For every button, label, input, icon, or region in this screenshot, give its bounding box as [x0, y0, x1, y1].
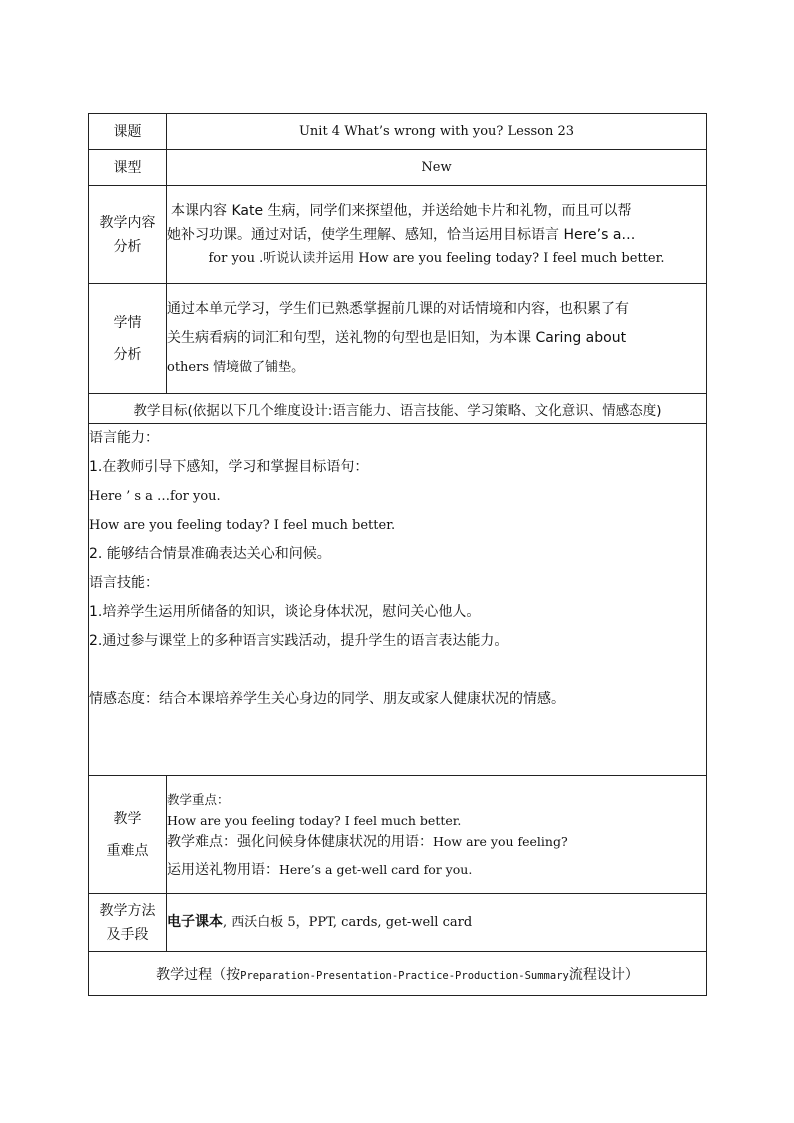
spacer: [89, 656, 706, 685]
methods-label-line2: 及手段: [106, 926, 149, 943]
difficulty-en: How are you feeling?: [433, 833, 568, 849]
difficulty-line: [167, 831, 706, 853]
key-points-label: [89, 776, 167, 894]
type-label: 课型: [89, 150, 167, 186]
learners-label-line1: 学情: [113, 314, 142, 331]
key-points-label-line1: 教学: [113, 810, 142, 827]
objectives-header-row: [89, 394, 707, 424]
process-prefix: 教学过程（按: [156, 966, 241, 983]
focus-title: 教学重点：: [167, 791, 230, 807]
methods-bold: 电子课本: [167, 914, 223, 930]
la-sentence-1: Here ’ s a …for you.: [89, 489, 221, 504]
gift-line: [167, 859, 706, 881]
content-label-line2: 分析: [113, 238, 142, 255]
la-sentence-2: How are you feeling today? I feel much better.: [89, 518, 396, 533]
methods-text: [167, 894, 707, 952]
ls-item-1: 1.培养学生运用所储备的知识，谈论身体状况，慰问关心他人。: [89, 604, 481, 620]
la-item-2: 2. 能够结合情景准确表达关心和问候。: [89, 546, 331, 562]
objectives-body: [89, 424, 707, 776]
learners-label: [89, 284, 167, 394]
focus-text: How are you feeling today? I feel much better.: [167, 812, 462, 828]
la-item-1: 1.在教师引导下感知，学习和掌握目标语句：: [89, 459, 369, 475]
objectives-row: [89, 424, 707, 776]
type-value: New: [167, 150, 707, 186]
content-line2: 她补习功课。通过对话，使学生理解、感知，恰当运用目标语言 Here’s a…: [167, 226, 636, 243]
lesson-plan-table: [88, 113, 707, 996]
content-label-line1: 教学内容: [99, 214, 156, 231]
learners-row: [89, 284, 707, 394]
learners-label-line2: 分析: [113, 346, 142, 363]
topic-value: Unit 4 What’s wrong with you? Lesson 23: [167, 114, 707, 150]
key-points-text: [167, 776, 707, 894]
methods-rest: , 西沃白板 5，PPT, cards, get-well card: [223, 915, 473, 930]
topic-row: [89, 114, 707, 150]
methods-label: [89, 894, 167, 952]
process-stages: Preparation-Presentation-Practice-Production-Summary: [240, 969, 569, 982]
difficulty-prefix: 教学难点：强化问候身体健康状况的用语：: [167, 833, 433, 850]
topic-label: 课题: [89, 114, 167, 150]
learners-line1: 通过本单元学习，学生们已熟悉掌握前几课的对话情境和内容，也积累了有: [167, 301, 629, 317]
affect-text: 情感态度：结合本课培养学生关心身边的同学、朋友或家人健康状况的情感。: [89, 691, 565, 707]
language-skills-title: 语言技能：: [89, 575, 159, 591]
process-header: [89, 952, 707, 996]
methods-label-line1: 教学方法: [99, 902, 156, 919]
content-text: [167, 186, 707, 284]
key-points-row: [89, 776, 707, 894]
learners-line2: 关生病看病的词汇和句型，送礼物的句型也是旧知，为本课 Caring about: [167, 330, 627, 346]
gift-en: Here’s a get-well card for you.: [279, 861, 473, 877]
type-row: [89, 150, 707, 186]
objectives-header: 教学目标(依据以下几个维度设计:语言能力、语言技能、学习策略、文化意识、情感态度): [89, 394, 707, 424]
language-ability-title: 语言能力：: [89, 430, 159, 446]
process-row: [89, 952, 707, 996]
gift-prefix: 运用送礼物用语：: [167, 861, 279, 878]
content-line1: 本课内容 Kate 生病，同学们来探望他，并送给她卡片和礼物，而且可以帮: [171, 202, 632, 219]
process-suffix: 流程设计）: [568, 966, 639, 983]
content-label: [89, 186, 167, 284]
key-points-label-line2: 重难点: [106, 842, 149, 859]
content-line3: for you .听说认读并运用 How are you feeling today? I feel much better.: [208, 250, 665, 266]
content-row: [89, 186, 707, 284]
ls-item-2: 2.通过参与课堂上的多种语言实践活动，提升学生的语言表达能力。: [89, 633, 509, 649]
learners-line3: others 情境做了铺垫。: [167, 360, 305, 375]
learners-text: [167, 284, 707, 394]
methods-row: [89, 894, 707, 952]
